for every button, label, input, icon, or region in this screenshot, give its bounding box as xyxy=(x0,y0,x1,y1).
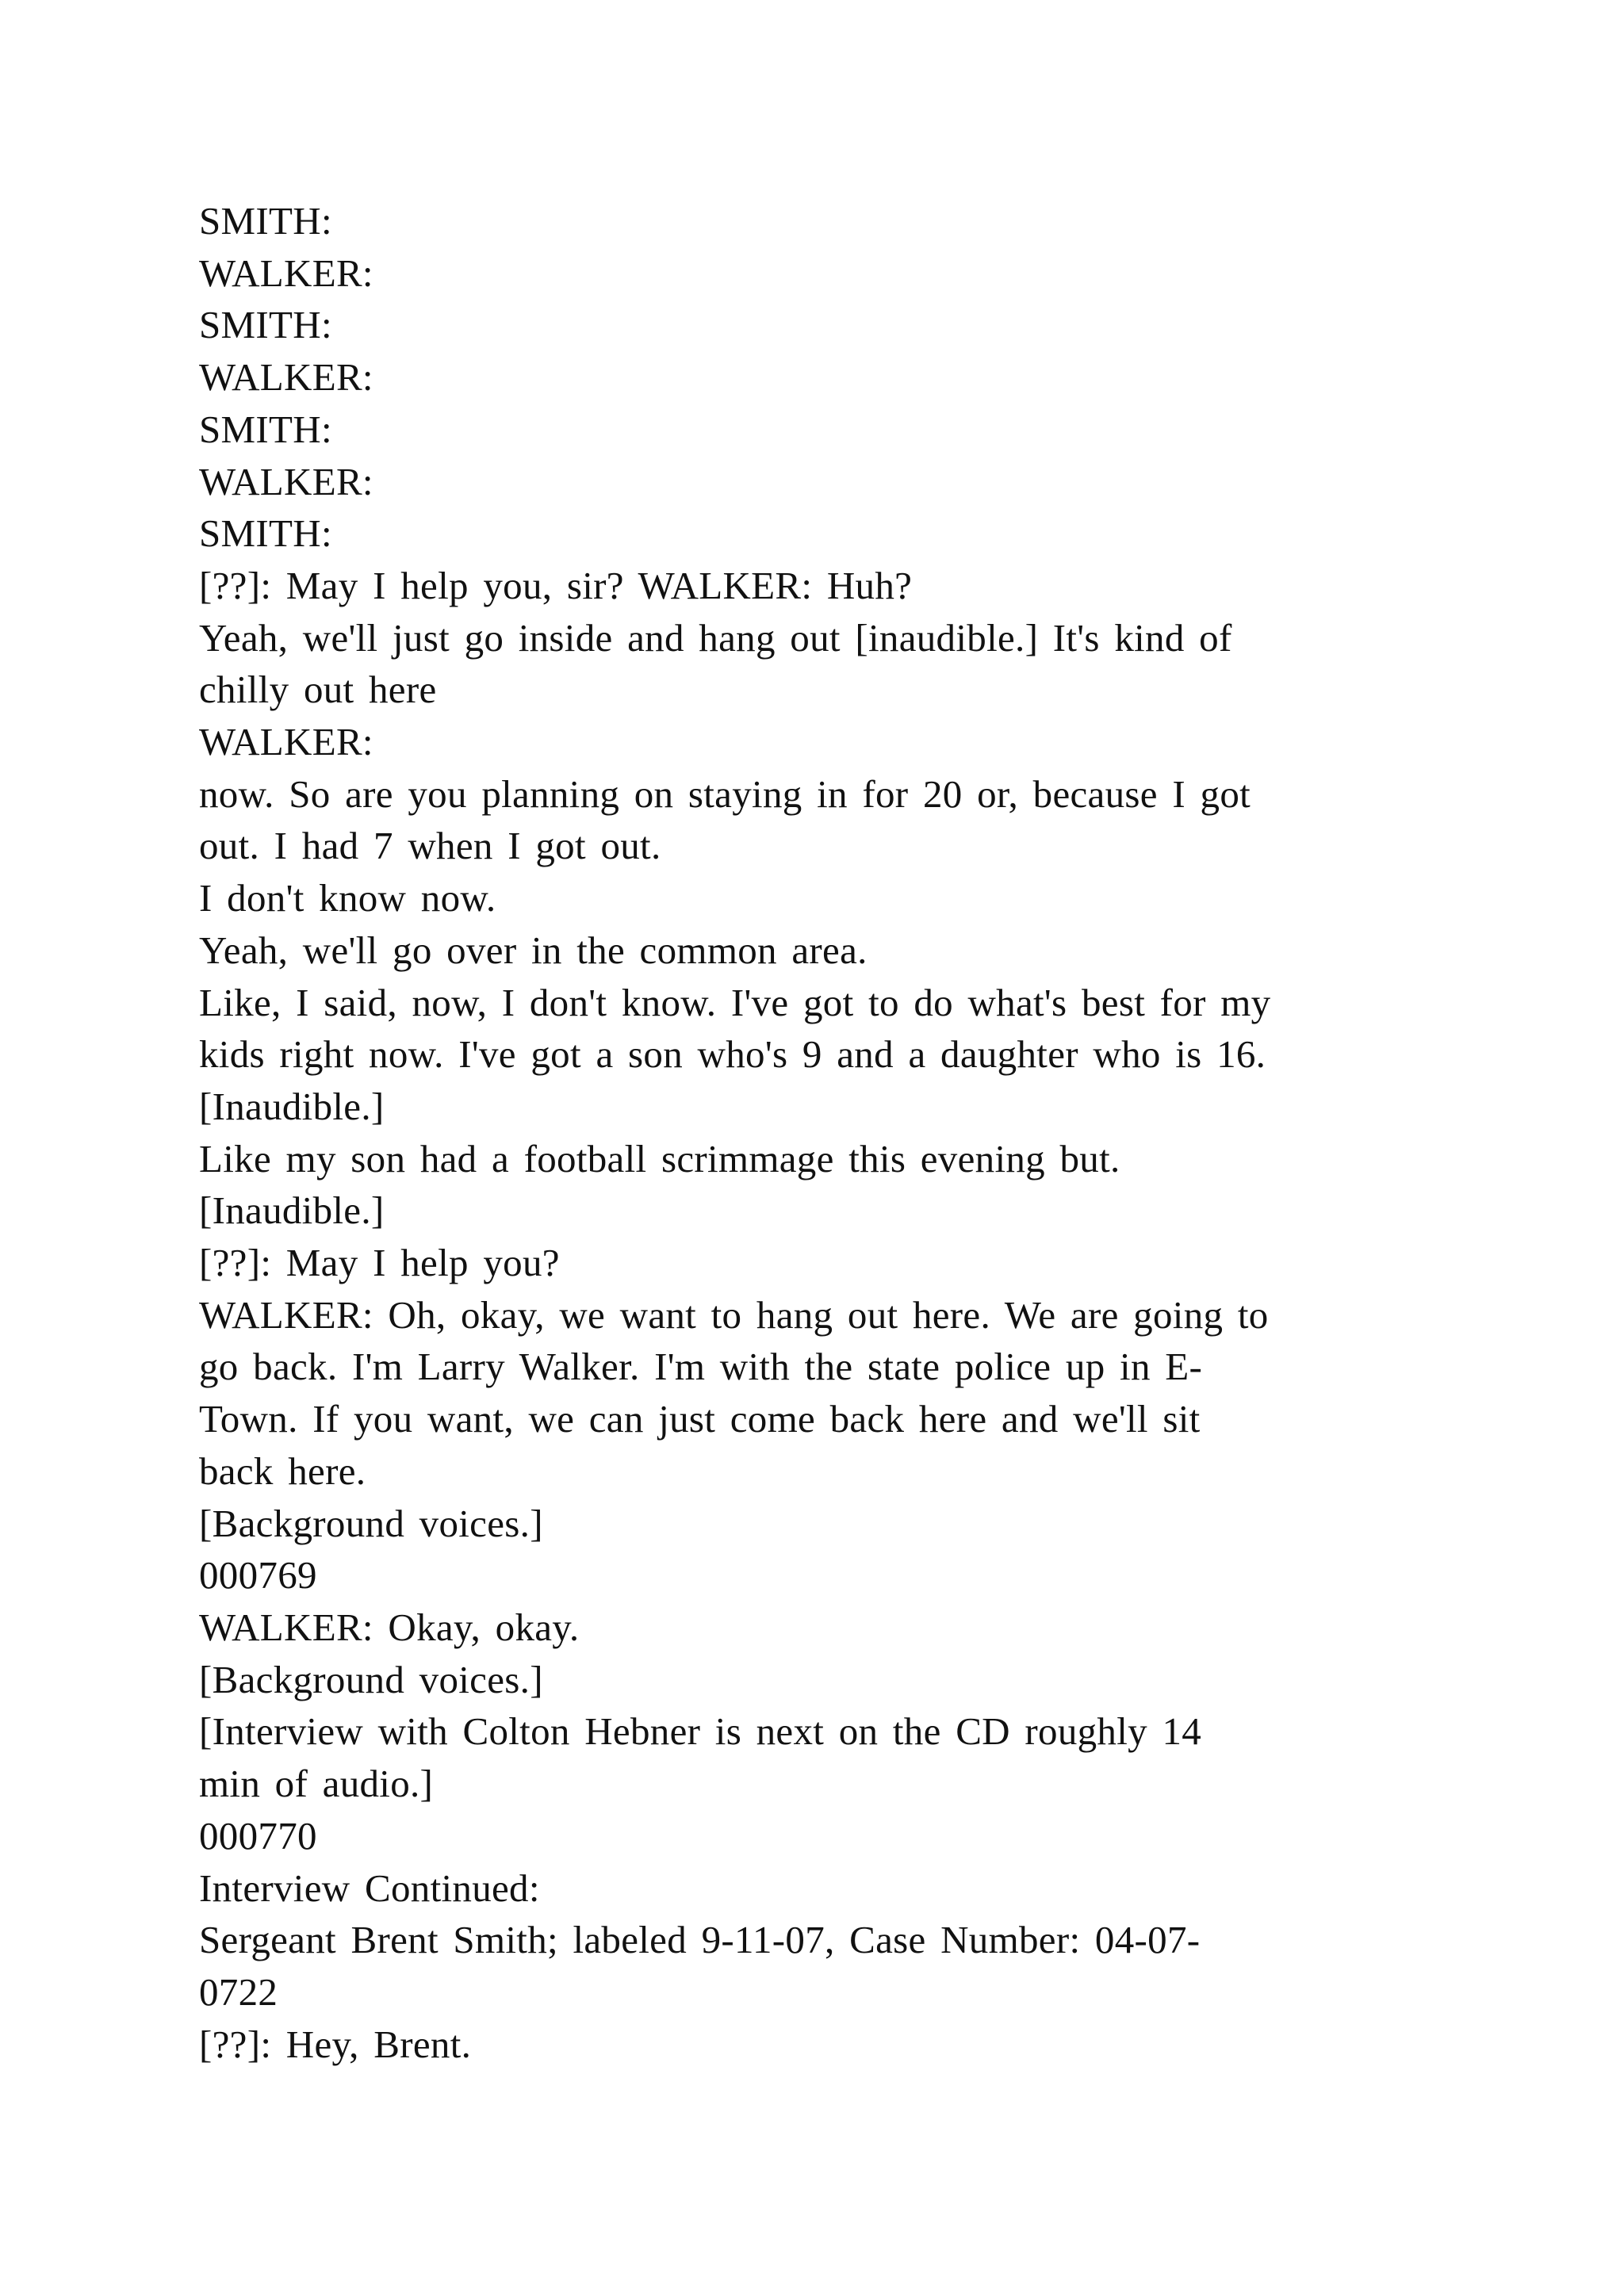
transcript-line: [??]: May I help you, sir? WALKER: Huh? xyxy=(199,563,913,607)
transcript-line: WALKER: Oh, okay, we want to hang out here. We are going to xyxy=(199,1292,1269,1337)
transcript-line: kids right now. I've got a son who's 9 and a daughter who is 16. xyxy=(199,1032,1266,1077)
speaker-label: WALKER: xyxy=(199,355,373,400)
transcript-line: [??]: Hey, Brent. xyxy=(199,2022,472,2066)
transcript-line: [Background voices.] xyxy=(199,1657,543,1701)
transcript-line: now. So are you planning on staying in for 20 or, because I got xyxy=(199,771,1251,816)
transcript-line: Yeah, we'll just go inside and hang out [inaudible.] It's kind of xyxy=(199,615,1232,660)
case-label: Sergeant Brent Smith; labeled 9-11-07, Case Number: 04-07- xyxy=(199,1918,1201,1962)
transcript-line: Town. If you want, we can just come back here and we'll sit xyxy=(199,1397,1201,1441)
transcript-line: I don't know now. xyxy=(199,876,496,920)
speaker-label: SMITH: xyxy=(199,303,332,347)
transcript-line: [Inaudible.] xyxy=(199,1084,385,1128)
transcript-line: [Interview with Colton Hebner is next on the CD roughly 14 xyxy=(199,1709,1202,1754)
speaker-label: WALKER: xyxy=(199,720,373,764)
speaker-label: WALKER: xyxy=(199,251,373,295)
bates-number: 000769 xyxy=(199,1553,317,1598)
transcript-line: [Background voices.] xyxy=(199,1501,543,1545)
transcript-text xyxy=(199,195,1436,2070)
transcript-line: chilly out here xyxy=(199,668,437,712)
section-heading: Interview Continued: xyxy=(199,1866,540,1910)
case-label: 0722 xyxy=(199,1969,278,2014)
transcript-line: Yeah, we'll go over in the common area. xyxy=(199,928,868,972)
speaker-label: SMITH: xyxy=(199,407,332,451)
transcript-line: go back. I'm Larry Walker. I'm with the state police up in E- xyxy=(199,1345,1203,1389)
transcript-line: min of audio.] xyxy=(199,1762,434,1806)
bates-number: 000770 xyxy=(199,1813,317,1858)
transcript-line: [Inaudible.] xyxy=(199,1188,385,1233)
transcript-line: Like my son had a football scrimmage this evening but. xyxy=(199,1136,1120,1181)
transcript-line: [??]: May I help you? xyxy=(199,1241,560,1285)
speaker-label: SMITH: xyxy=(199,199,332,243)
speaker-label: SMITH: xyxy=(199,511,332,556)
transcript-line: out. I had 7 when I got out. xyxy=(199,824,661,868)
transcript-line: back here. xyxy=(199,1448,366,1493)
transcript-line: WALKER: Okay, okay. xyxy=(199,1605,580,1649)
speaker-label: WALKER: xyxy=(199,459,373,503)
transcript-line: Like, I said, now, I don't know. I've got to do what's best for my xyxy=(199,980,1271,1024)
